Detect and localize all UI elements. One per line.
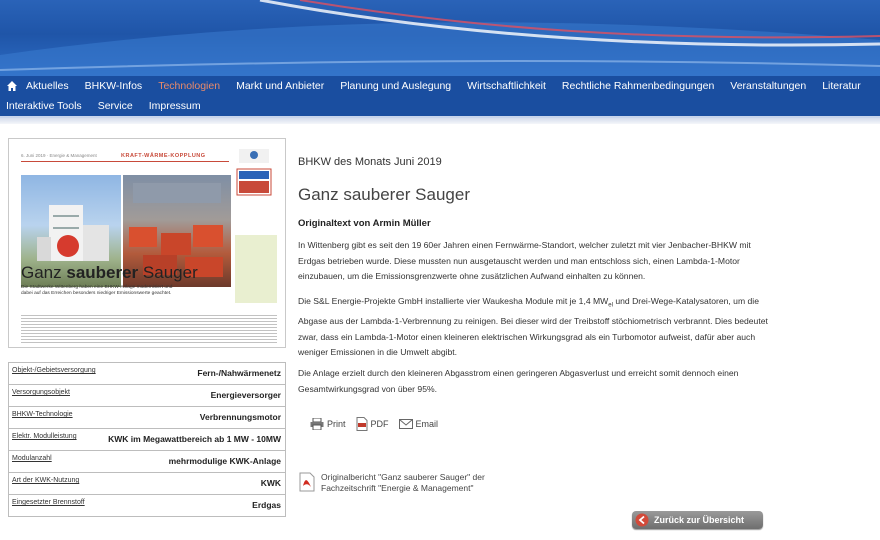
- nav-item-markt-und-anbieter[interactable]: Markt und Anbieter: [236, 80, 325, 92]
- pdf-icon: [356, 417, 368, 431]
- pdf-button[interactable]: [356, 417, 389, 431]
- attribute-value: Energieversorger: [210, 390, 281, 400]
- attribute-value: Erdgas: [252, 500, 281, 510]
- envelope-icon: [399, 419, 413, 429]
- magazine-title: Ganz sauberer Sauger: [21, 263, 198, 282]
- back-to-overview-button[interactable]: [632, 511, 763, 529]
- magazine-body-text: [21, 315, 277, 343]
- home-icon[interactable]: [6, 80, 18, 92]
- attribute-value: mehrmodulige KWK-Anlage: [168, 456, 281, 466]
- attribute-value: KWK: [260, 478, 281, 488]
- attribute-row: [9, 495, 285, 516]
- attribute-key[interactable]: Objekt-/Gebietsversorgung: [12, 367, 96, 374]
- nav-shadow-band: [0, 118, 880, 124]
- article-tools: [310, 417, 448, 431]
- nav-item-impressum[interactable]: Impressum: [148, 100, 201, 112]
- nav-item-bhkw-infos[interactable]: BHKW-Infos: [84, 80, 143, 92]
- pdf-label: PDF: [370, 419, 389, 429]
- nav-item-service[interactable]: Service: [97, 100, 133, 112]
- nav-item-technologien[interactable]: Technologien: [158, 80, 221, 92]
- attribute-row: [9, 363, 285, 385]
- article-kicker: BHKW des Monats Juni 2019: [298, 156, 442, 168]
- arrow-left-icon: [635, 513, 649, 527]
- article-paragraph-2: Die S&L Energie-Projekte GmbH installierte vier Waukesha Module mit je 1,4 $MW_{el}$ und Drei-Wege-Katalysatoren, um die Abgase aus der Lambda-1-Verbrennung zu reinigen. Bei dieser wird der Treibstoff stöchiometrisch verbrannt. Dies bedeutet zwar, dass ein Lambda-1-Motor einen kleineren elektrischen Wirkungsgrad als ein Turbomotor aufweist, dafür aber auch weniger Emissionen in die Umwelt abgibt.: [298, 296, 768, 358]
- nav-item-aktuelles[interactable]: Aktuelles: [26, 80, 69, 92]
- attribute-row: [9, 385, 285, 407]
- email-button[interactable]: [399, 419, 439, 429]
- printer-icon: [310, 418, 324, 430]
- pdf-file-icon: [298, 472, 316, 492]
- print-button[interactable]: [310, 418, 346, 430]
- attribute-row: [9, 451, 285, 473]
- main-navigation: [0, 76, 880, 118]
- attribute-key[interactable]: Elektr. Modulleistung: [12, 433, 77, 440]
- attribute-key[interactable]: Eingesetzter Brennstoff: [12, 499, 85, 506]
- nav-item-rechtliche-rahmenbedingungen[interactable]: Rechtliche Rahmenbedingungen: [561, 80, 715, 92]
- magazine-header-right: KRAFT-WÄRME-KOPPLUNG: [121, 153, 206, 159]
- attribute-key[interactable]: Modulanzahl: [12, 455, 52, 462]
- banner-swoosh-graphic: [0, 0, 880, 76]
- bhkw-kongress-logo-icon: [233, 147, 275, 197]
- nav-item-wirtschaftlichkeit[interactable]: Wirtschaftlichkeit: [467, 80, 546, 92]
- attribute-value: KWK im Megawattbereich ab 1 MW - 10MW: [108, 434, 281, 444]
- nav-item-planung-und-auslegung[interactable]: Planung und Auslegung: [340, 80, 452, 92]
- attribute-row: [9, 473, 285, 495]
- article-headline: Ganz sauberer Sauger: [298, 185, 470, 204]
- bhkw-badge-icon: [57, 235, 79, 257]
- magazine-article-image[interactable]: [8, 138, 286, 348]
- print-label: Print: [327, 419, 346, 429]
- original-report-text: Originalbericht "Ganz sauberer Sauger" der Fachzeitschrift "Energie & Management": [321, 472, 485, 493]
- article-byline: Originaltext von Armin Müller: [298, 218, 431, 229]
- original-report-link[interactable]: [298, 472, 521, 494]
- magazine-info-box: [235, 235, 277, 303]
- nav-item-literatur[interactable]: Literatur: [822, 80, 861, 92]
- attribute-key[interactable]: Versorgungsobjekt: [12, 389, 70, 396]
- nav-item-veranstaltungen[interactable]: Veranstaltungen: [730, 80, 807, 92]
- magazine-header-left: 6. Juni 2019 · Energie & Management: [21, 153, 97, 158]
- nav-item-interaktive-tools[interactable]: Interaktive Tools: [6, 100, 82, 112]
- attribute-key[interactable]: BHKW-Technologie: [12, 411, 73, 418]
- magazine-subtitle: Die Stadtwerke Wittenberg haben eine BHKW-Anlage modernisiert und dabei auf das Erreichen besonders niedriger Emissionswerte geachtet.: [21, 285, 173, 296]
- attribute-value: Verbrennungsmotor: [199, 412, 281, 422]
- attribute-value: Fern-/Nahwärmenetz: [197, 368, 281, 378]
- magazine-header-rule: [21, 161, 229, 162]
- header-banner: [0, 0, 880, 76]
- attribute-key[interactable]: Art der KWK-Nutzung: [12, 477, 80, 484]
- article-paragraph-3: Die Anlage erzielt durch den kleineren Abgasstrom einen geringeren Abgasverlust und erreicht somit dennoch einen Gesamtwirkungsgrad von über 95%.: [298, 368, 739, 394]
- attribute-row: [9, 407, 285, 429]
- email-label: Email: [415, 419, 439, 429]
- attribute-row: [9, 429, 285, 451]
- attribute-table: [8, 362, 286, 517]
- nav-row-2: [0, 96, 209, 116]
- back-button-label: Zurück zur Übersicht: [654, 515, 745, 525]
- nav-row-1: [0, 76, 869, 96]
- article-paragraph-1: In Wittenberg gibt es seit den 19 60er Jahren einen Fernwärme-Standort, welcher zuletzt mit vier Jenbacher-BHKW mit Erdgas betrieben wurde. Diese mussten nun ausgetauscht werden und man entschloss sich, einen Lambda-1-Motor einzubauen, um die Emissionsgrenzwerte ohne zusätzlichen Aufwand einhalten zu können.: [298, 240, 751, 281]
